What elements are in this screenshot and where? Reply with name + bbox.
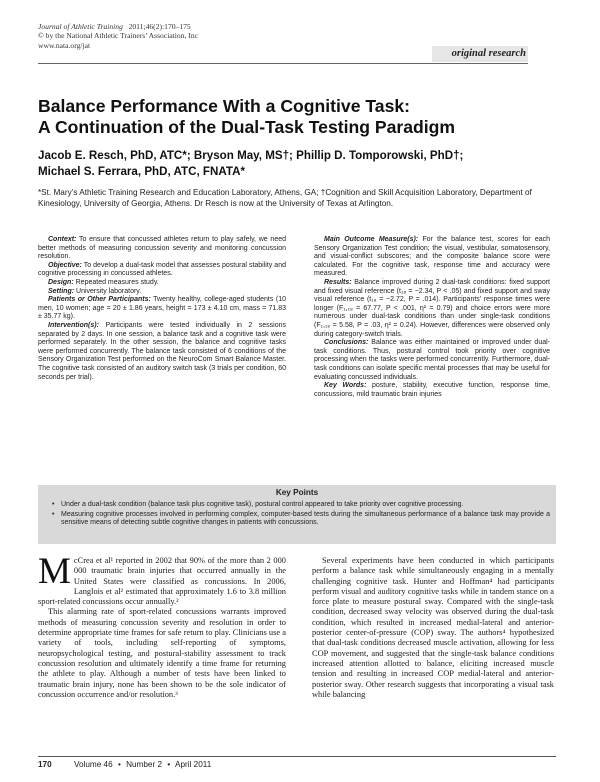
abstract-label: Key Words: [324, 382, 367, 390]
abstract-text: To ensure that concussed athletes return to play safely, we need better methods of measuring concussion severity and monitoring concussion resolution. [38, 236, 286, 261]
footer-separator: • [117, 760, 121, 769]
body-left-column [38, 551, 286, 700]
abstract-results [314, 279, 550, 339]
abstract-conclusions [314, 339, 550, 382]
abstract-right-column [314, 236, 550, 399]
abstract-text: Participants were tested individually in 2 sessions separated by 2 days. In one session, a balance task and a cognitive task were performed separately. In the other session, the balance and cognitive tasks were performed concurrently. The balance task consisted of 6 conditions of the Sensory Organization Test performed on the NeuroCom Smart Balance Master. The cognitive task consisted of an auditory switch task (3 trials per condition, 60 seconds per trial). [38, 321, 286, 381]
title-line-2: A Continuation of the Dual-Task Testing Paradigm [38, 117, 456, 137]
bullet-icon: • [52, 510, 55, 518]
authors-line-1: Jacob E. Resch, PhD, ATC*; Bryson May, MS†; Phillip D. Tomporowski, PhD†; [38, 149, 464, 162]
volume: Volume 46 [73, 760, 113, 769]
abstract-outcome-measures [314, 236, 550, 279]
copyright: © by the National Athletic Trainers’ Association, Inc [38, 31, 199, 41]
abstract-text: University laboratory. [74, 287, 142, 295]
abstract-design [38, 279, 286, 288]
journal-name: Journal of Athletic Training [38, 22, 123, 31]
footer-separator: • [167, 760, 171, 769]
bullet-icon: • [52, 501, 55, 508]
abstract-setting [38, 288, 286, 297]
abstract-label: Results: [324, 278, 352, 286]
body-paragraph: This alarming rate of sport-related concussions warrants improved methods of measuring concussion severity and resolution in order to determine appropriate time frames for safe return to play. Clinicians use a variety of tools, including self-reporting of symptoms, neuropsychological testing, and postural-stability assessment to track concussion resolution and ultimately identify a time frame for returning the athlete to play. Although a number of tests have been linked to traumatic brain injury, none has been shown to be the sole indicator of concussion occurrence and/or resolution.³ [38, 607, 286, 699]
abstract-label: Main Outcome Measure(s): [324, 236, 419, 243]
abstract-label: Conclusions: [324, 339, 369, 347]
article-title [38, 96, 538, 138]
journal-url: www.nata.org/jat [38, 40, 91, 50]
drop-cap: M [38, 551, 71, 592]
body-text: cCrea et al¹ reported in 2002 that 90% of the more than 2 000 000 traumatic brain injuries that occurred annually in the United States were classified as concussions. In 2006, Langlois et al² estimated that approximately 1.6 to 3.8 million sport-related concussions occur annually.² [38, 556, 286, 607]
key-points-list [52, 501, 550, 529]
abstract-text: posture, stability, executive function, response time, concussions, mild traumatic brain injuries [314, 382, 550, 398]
key-point-text: Measuring cognitive processes involved in performing complex, computer-based tests during the simultaneous performance of a balance task may provide a sensitive means of detecting subtle cognitive changes in patients with concussions. [61, 510, 550, 526]
key-points-title: Key Points [275, 488, 319, 497]
citation: 2011;46(2):170–175 [128, 22, 191, 31]
abstract-label: Patients or Other Participants: [48, 296, 151, 304]
abstract-participants [38, 296, 286, 322]
abstract-key-words [314, 382, 550, 399]
issue-date: April 2011 [175, 760, 212, 769]
affiliation: *St. Mary’s Athletic Training Research and Education Laboratory, Athens, GA; †Cognition and Skill Acquisition Laboratory, Department of Kinesiology, University of Georgia, Athens. Dr Resch is now at the University of Texas at Arlington. [38, 188, 532, 208]
running-header [38, 22, 198, 50]
abstract-label: Intervention(s): [48, 321, 99, 329]
abstract-label: Objective: [48, 261, 82, 269]
abstract-label: Design: [48, 278, 74, 286]
abstract-text: Twenty healthy, college-aged students (10 men, 10 women; age = 20 ± 1.86 years, height = 173 ± 4.10 cm, mass = 71.83 ± 35.77 kg). [38, 296, 286, 321]
header-divider [38, 63, 528, 64]
key-points-box [38, 485, 556, 544]
page-footer [38, 760, 338, 769]
author-list [38, 148, 558, 180]
abstract-objective [38, 262, 286, 279]
abstract-text: For the balance test, scores for each Sensory Organization Test condition; the visual, vestibular, somatosensory, and visual-conflict subscores; and the composite balance score were calculated. For the cognitive task, response time and accuracy were measured. [314, 236, 550, 278]
journal-citation-line [38, 22, 198, 31]
body-paragraph [38, 551, 286, 607]
abstract-label: Context: [48, 236, 77, 243]
abstract-text: To develop a dual-task model that assesses postural stability and cognitive processing in concussed athletes. [38, 261, 286, 278]
abstract-text: Balance was either maintained or improved under dual-task conditions. Thus, postural control took priority over cognitive processing when the tasks were performed concurrently. Furthermore, dual-task conditions can isolate specific mental processes that may be useful for evaluating concussed individuals. [314, 339, 550, 381]
issue-number: Number 2 [126, 760, 163, 769]
title-line-1: Balance Performance With a Cognitive Task: [38, 96, 411, 116]
key-point-text: Under a dual-task condition (balance task plus cognitive task), postural control appeared to take priority over cognitive processing. [61, 501, 464, 508]
abstract-context [38, 236, 286, 262]
body-right-column [312, 556, 554, 700]
abstract-left-column [38, 236, 286, 382]
abstract-interventions [38, 322, 286, 382]
key-point-item [52, 511, 550, 528]
abstract-text: Repeated measures study. [73, 278, 159, 286]
footer-divider [38, 756, 556, 757]
body-paragraph: Several experiments have been conducted in which participants perform a balance task while simultaneously engaging in a mentally challenging cognitive task. Hunter and Hoffman⁴ had participants perform visual and auditory cognitive tasks while in tandem stance on a force plate to measure postural sway. Compared with the single-task condition, decreased sway velocity was observed during the dual-task condition, which resulted in increased medial-lateral and anterior-posterior center-of-pressure (COP) sway. The authors⁴ hypothesized that dual-task conditions decreased muscle activation, allowing for less COP movement, and suggested that the single-task balance conditions increased attention allotted to balance, eliciting increased muscle tension and resulting in increased COP medial-lateral and anterior-posterior sway. Other research suggests that incorporating a visual task while balancing [312, 556, 554, 699]
key-point-item [52, 501, 550, 510]
page-number: 170 [38, 760, 52, 769]
section-badge: original research [432, 46, 528, 62]
abstract-text: Balance improved during 2 dual-task conditions: fixed support and fixed visual reference (t₁₈ = −2.34, P < .05) and fixed support and sway visual reference (t₁₈ = −2.72, P = .014). Participants’ response times were longer (F₁,₁₈ = 67.77, P < .001, η² = 0.79) and choice errors were more numerous under dual-task conditions than under single-task conditions (F₁,₁₈ = 5.58, P = .03, η² = 0.24). However, differences were observed only during category-switch trials. [314, 278, 550, 338]
authors-line-2: Michael S. Ferrara, PhD, ATC, FNATA* [38, 165, 246, 178]
abstract-label: Setting: [48, 287, 75, 295]
